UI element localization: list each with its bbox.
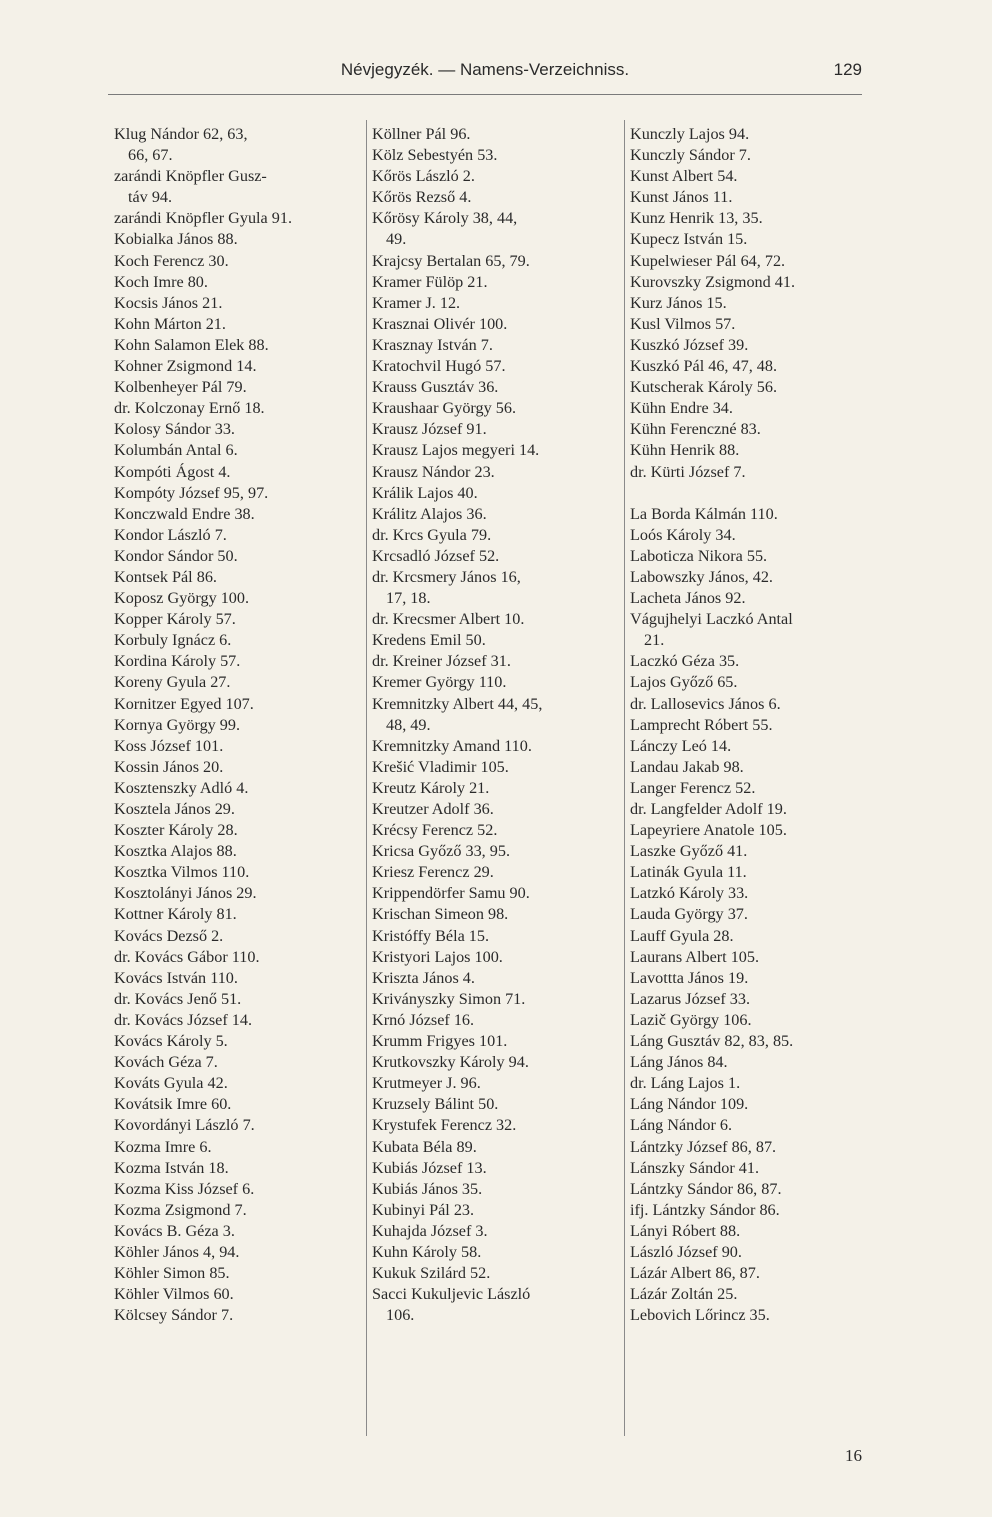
name-entry: Kutscherak Károly 56. [630, 378, 777, 397]
name-entry: Kordina Károly 57. [114, 652, 241, 671]
name-entry: Koss József 101. [114, 736, 224, 755]
name-entry: Kuhn Károly 58. [372, 1242, 482, 1261]
name-entry: Krécsy Ferencz 52. [372, 821, 498, 840]
name-entry: Kramer Fülöp 21. [372, 272, 488, 291]
name-entry: Kovács Dezső 2. [114, 926, 224, 945]
section-gap [630, 483, 880, 504]
name-entry: táv 94. [128, 188, 173, 207]
name-entry: Kőrösy Károly 38, 44, [372, 209, 518, 228]
name-entry: Kurovszky Zsigmond 41. [630, 272, 796, 291]
name-entry: Králik Lajos 40. [372, 483, 478, 502]
name-entry: Lázár Zoltán 25. [630, 1285, 738, 1304]
name-entry: Lántzky Sándor 86, 87. [630, 1179, 782, 1198]
name-entry: dr. Kreiner József 31. [372, 652, 511, 671]
name-entry: dr. Krecsmer Albert 10. [372, 610, 525, 629]
name-entry: Köhler Vilmos 60. [114, 1285, 234, 1304]
name-entry: Lányi Róbert 88. [630, 1221, 741, 1240]
name-entry: Krešić Vladimir 105. [372, 757, 509, 776]
name-entry: Kukuk Szilárd 52. [372, 1264, 491, 1283]
name-entry: Kőrös Rezső 4. [372, 188, 472, 207]
name-entry: Láng Nándor 109. [630, 1095, 749, 1114]
name-entry: 66, 67. [128, 146, 173, 165]
name-entry: Kontsek Pál 86. [114, 567, 217, 586]
name-entry: Kottner Károly 81. [114, 905, 237, 924]
name-entry: Kunczly Lajos 94. [630, 125, 750, 143]
name-entry: 106. [386, 1306, 415, 1325]
name-entry: Krischan Simeon 98. [372, 905, 509, 924]
name-entry: Kondor Sándor 50. [114, 546, 238, 565]
name-entry: Kossin János 20. [114, 757, 224, 776]
name-entry: Koch Ferencz 30. [114, 251, 229, 270]
name-entry: Kupelwieser Pál 64, 72. [630, 251, 786, 270]
name-entry: dr. Kürti József 7. [630, 462, 746, 481]
name-entry: Kubata Béla 89. [372, 1137, 477, 1156]
name-entry: Krasznai Olivér 100. [372, 314, 508, 333]
name-entry: Krumm Frigyes 101. [372, 1032, 508, 1051]
name-entry: Kreutzer Adolf 36. [372, 800, 494, 818]
name-entry: Kozma Zsigmond 7. [114, 1200, 247, 1219]
name-entry: Latzkó Károly 33. [630, 884, 749, 903]
name-entry: Labowszky János, 42. [630, 567, 773, 586]
name-entry: Kunczly Sándor 7. [630, 146, 751, 165]
name-entry: zarándi Knöpfler Gusz- [114, 167, 267, 186]
name-entry: Krcsadló József 52. [372, 546, 500, 565]
name-entry: Kredens Emil 50. [372, 631, 486, 650]
name-entry: Kubinyi Pál 23. [372, 1200, 475, 1219]
name-entry: Krausz Nándor 23. [372, 462, 495, 481]
name-entry: Kristyori Lajos 100. [372, 947, 503, 966]
name-entry: Lebovich Lőrincz 35. [630, 1306, 770, 1325]
name-entry: dr. Langfelder Adolf 19. [630, 800, 787, 818]
name-entry: Kovács Károly 5. [114, 1032, 228, 1051]
name-entry: 48, 49. [386, 715, 431, 734]
name-entry: Kurz János 15. [630, 293, 727, 312]
name-entry: Koch Imre 80. [114, 272, 208, 291]
name-entry: Kolosy Sándor 33. [114, 420, 235, 439]
name-entry: Kornya György 99. [114, 715, 241, 734]
name-entry: Kovách Géza 7. [114, 1053, 218, 1072]
name-entry: Kozma István 18. [114, 1158, 229, 1177]
name-entry: Kohn Márton 21. [114, 314, 226, 333]
name-entry: dr. Lallosevics János 6. [630, 694, 781, 713]
name-entry: Kohn Salamon Elek 88. [114, 335, 269, 354]
name-entry: Lavottta János 19. [630, 968, 749, 987]
name-entry: Kohner Zsigmond 14. [114, 357, 257, 376]
name-entry: Laurans Albert 105. [630, 947, 760, 966]
name-entry: Láng Nándor 6. [630, 1116, 733, 1135]
name-entry: Kopper Károly 57. [114, 610, 236, 629]
name-entry: Kunst János 11. [630, 188, 733, 207]
name-entry: Kremnitzky Amand 110. [372, 736, 532, 755]
name-entry: Lauda György 37. [630, 905, 748, 924]
name-entry: 49. [386, 230, 407, 249]
name-entry: Krystufek Ferencz 32. [372, 1116, 517, 1135]
name-entry: Sacci Kukuljevic László [372, 1285, 531, 1304]
name-entry: Kosztenszky Adló 4. [114, 778, 249, 797]
name-entry: Kuszkó Pál 46, 47, 48. [630, 357, 778, 376]
name-entry: Kompóti Ágost 4. [114, 462, 231, 481]
name-entry: Laszke Győző 41. [630, 842, 748, 861]
name-entry: Kühn Ferenczné 83. [630, 420, 761, 439]
name-entry: Langer Ferencz 52. [630, 778, 756, 797]
running-title: Névjegyzék. — Namens-Verzeichniss. [340, 60, 630, 79]
name-entry: Krausz Lajos megyeri 14. [372, 441, 540, 460]
name-entry: Krnó József 16. [372, 1010, 475, 1029]
name-entry: Kremer György 110. [372, 673, 507, 692]
name-entry: László József 90. [630, 1242, 742, 1261]
name-entry: Kornitzer Egyed 107. [114, 694, 254, 713]
name-entry: 17, 18. [386, 589, 431, 608]
name-entry: Kuhajda József 3. [372, 1221, 488, 1240]
name-entry: Lapeyriere Anatole 105. [630, 821, 787, 840]
name-entry: Kubiás János 35. [372, 1179, 483, 1198]
name-entry: Klug Nándor 62, 63, [114, 125, 248, 143]
name-entry: Kupecz István 15. [630, 230, 748, 249]
name-entry: Köhler János 4, 94. [114, 1242, 240, 1261]
name-entry: Kosztela János 29. [114, 800, 235, 818]
name-entry: Landau Jakab 98. [630, 757, 744, 776]
column-divider [624, 120, 625, 1436]
name-entry: Kuszkó József 39. [630, 335, 749, 354]
name-entry: Lazič György 106. [630, 1010, 752, 1029]
name-entry: Lánszky Sándor 41. [630, 1158, 760, 1177]
name-entry: Kompóty József 95, 97. [114, 483, 269, 502]
name-entry: Kozma Imre 6. [114, 1137, 212, 1156]
name-entry: Kozma Kiss József 6. [114, 1179, 255, 1198]
name-entry: Lántzky József 86, 87. [630, 1137, 777, 1156]
name-entry: Kölcsey Sándor 7. [114, 1306, 234, 1325]
signature-mark: 16 [845, 1446, 862, 1465]
name-entry: Kölz Sebestyén 53. [372, 146, 498, 165]
name-entry: Krausz József 91. [372, 420, 487, 439]
name-entry: Kristóffy Béla 15. [372, 926, 490, 945]
name-entry: Kovordányi László 7. [114, 1116, 255, 1135]
name-entry: Krutmeyer J. 96. [372, 1074, 481, 1093]
name-entry: Kramer J. 12. [372, 293, 461, 312]
name-entry: Kobialka János 88. [114, 230, 238, 249]
header-rule [108, 94, 862, 95]
name-entry: Krutkovszky Károly 94. [372, 1053, 529, 1072]
name-entry: Lázár Albert 86, 87. [630, 1264, 760, 1283]
name-entry: dr. Krcsmery János 16, [372, 567, 521, 586]
name-entry: Korbuly Ignácz 6. [114, 631, 232, 650]
name-entry: Kosztka Alajos 88. [114, 842, 237, 861]
name-entry: dr. Kovács Jenő 51. [114, 989, 242, 1008]
name-entry: Kovátsik Imre 60. [114, 1095, 232, 1114]
name-entry: Krippendörfer Samu 90. [372, 884, 530, 903]
name-entry: Kühn Henrik 88. [630, 441, 740, 460]
name-entry: Kondor László 7. [114, 525, 227, 544]
name-entry: Kolumbán Antal 6. [114, 441, 238, 460]
name-entry: Loós Károly 34. [630, 525, 736, 544]
name-entry: Kruzsely Bálint 50. [372, 1095, 499, 1114]
name-entry: Vágujhelyi Laczkó Antal [630, 610, 793, 629]
name-entry: Kunst Albert 54. [630, 167, 738, 186]
name-entry: Kubiás József 13. [372, 1158, 487, 1177]
name-entry: dr. Kovács Gábor 110. [114, 947, 260, 966]
name-entry: Lazarus József 33. [630, 989, 751, 1008]
name-entry: Lamprecht Róbert 55. [630, 715, 773, 734]
name-entry: Laboticza Nikora 55. [630, 546, 768, 565]
name-entry: Kolbenheyer Pál 79. [114, 378, 247, 397]
name-entry: Kosztka Vilmos 110. [114, 863, 250, 882]
name-entry: Kühn Endre 34. [630, 399, 733, 418]
name-entry: 21. [644, 631, 665, 650]
name-entry: Kricsa Győző 33, 95. [372, 842, 511, 861]
name-entry: Kőrös László 2. [372, 167, 475, 186]
name-entry: Kraushaar György 56. [372, 399, 517, 418]
name-entry: Kocsis János 21. [114, 293, 223, 312]
name-entry: dr. Kovács József 14. [114, 1010, 253, 1029]
name-entry: Kovács B. Géza 3. [114, 1221, 235, 1240]
name-column-1 [114, 124, 364, 1326]
name-entry: ifj. Lántzky Sándor 86. [630, 1200, 780, 1219]
name-entry: Koposz György 100. [114, 589, 250, 608]
name-entry: Kremnitzky Albert 44, 45, [372, 694, 543, 713]
name-entry: zarándi Knöpfler Gyula 91. [114, 209, 292, 228]
name-entry: Láng János 84. [630, 1053, 728, 1072]
name-entry: Latinák Gyula 11. [630, 863, 747, 882]
name-entry: Lauff Gyula 28. [630, 926, 734, 945]
name-entry: Koreny Gyula 27. [114, 673, 231, 692]
name-entry: Krajcsy Bertalan 65, 79. [372, 251, 530, 270]
name-entry: Kunz Henrik 13, 35. [630, 209, 763, 228]
name-entry: dr. Láng Lajos 1. [630, 1074, 741, 1093]
name-entry: Krauss Gusztáv 36. [372, 378, 499, 397]
name-column-2 [372, 124, 622, 1326]
name-entry: Laczkó Géza 35. [630, 652, 740, 671]
page-header [108, 60, 862, 86]
name-entry: La Borda Kálmán 110. [630, 504, 778, 523]
name-entry: Lacheta János 92. [630, 589, 746, 608]
name-entry: Králitz Alajos 36. [372, 504, 487, 523]
name-entry: Kosztolányi János 29. [114, 884, 257, 903]
name-entry: dr. Kolczonay Ernő 18. [114, 399, 265, 418]
name-entry: Kusl Vilmos 57. [630, 314, 736, 333]
name-entry: Krasznay István 7. [372, 335, 493, 354]
name-entry: Kratochvil Hugó 57. [372, 357, 506, 376]
name-entry: Koszter Károly 28. [114, 821, 238, 840]
column-divider [366, 120, 367, 1436]
name-entry: Kriszta János 4. [372, 968, 475, 987]
name-entry: Lajos Győző 65. [630, 673, 738, 692]
name-entry: Kováts Gyula 42. [114, 1074, 228, 1093]
name-entry: dr. Krcs Gyula 79. [372, 525, 492, 544]
page-number: 129 [833, 60, 862, 79]
name-entry: Láng Gusztáv 82, 83, 85. [630, 1032, 794, 1051]
name-column-3 [630, 124, 880, 1326]
name-entry: Kreutz Károly 21. [372, 778, 490, 797]
name-entry: Kriesz Ferencz 29. [372, 863, 494, 882]
name-entry: Kriványszky Simon 71. [372, 989, 526, 1008]
name-entry: Lánczy Leó 14. [630, 736, 732, 755]
name-entry: Köllner Pál 96. [372, 125, 471, 143]
name-entry: Köhler Simon 85. [114, 1264, 230, 1283]
name-entry: Kovács István 110. [114, 968, 238, 987]
name-entry: Konczwald Endre 38. [114, 504, 255, 523]
